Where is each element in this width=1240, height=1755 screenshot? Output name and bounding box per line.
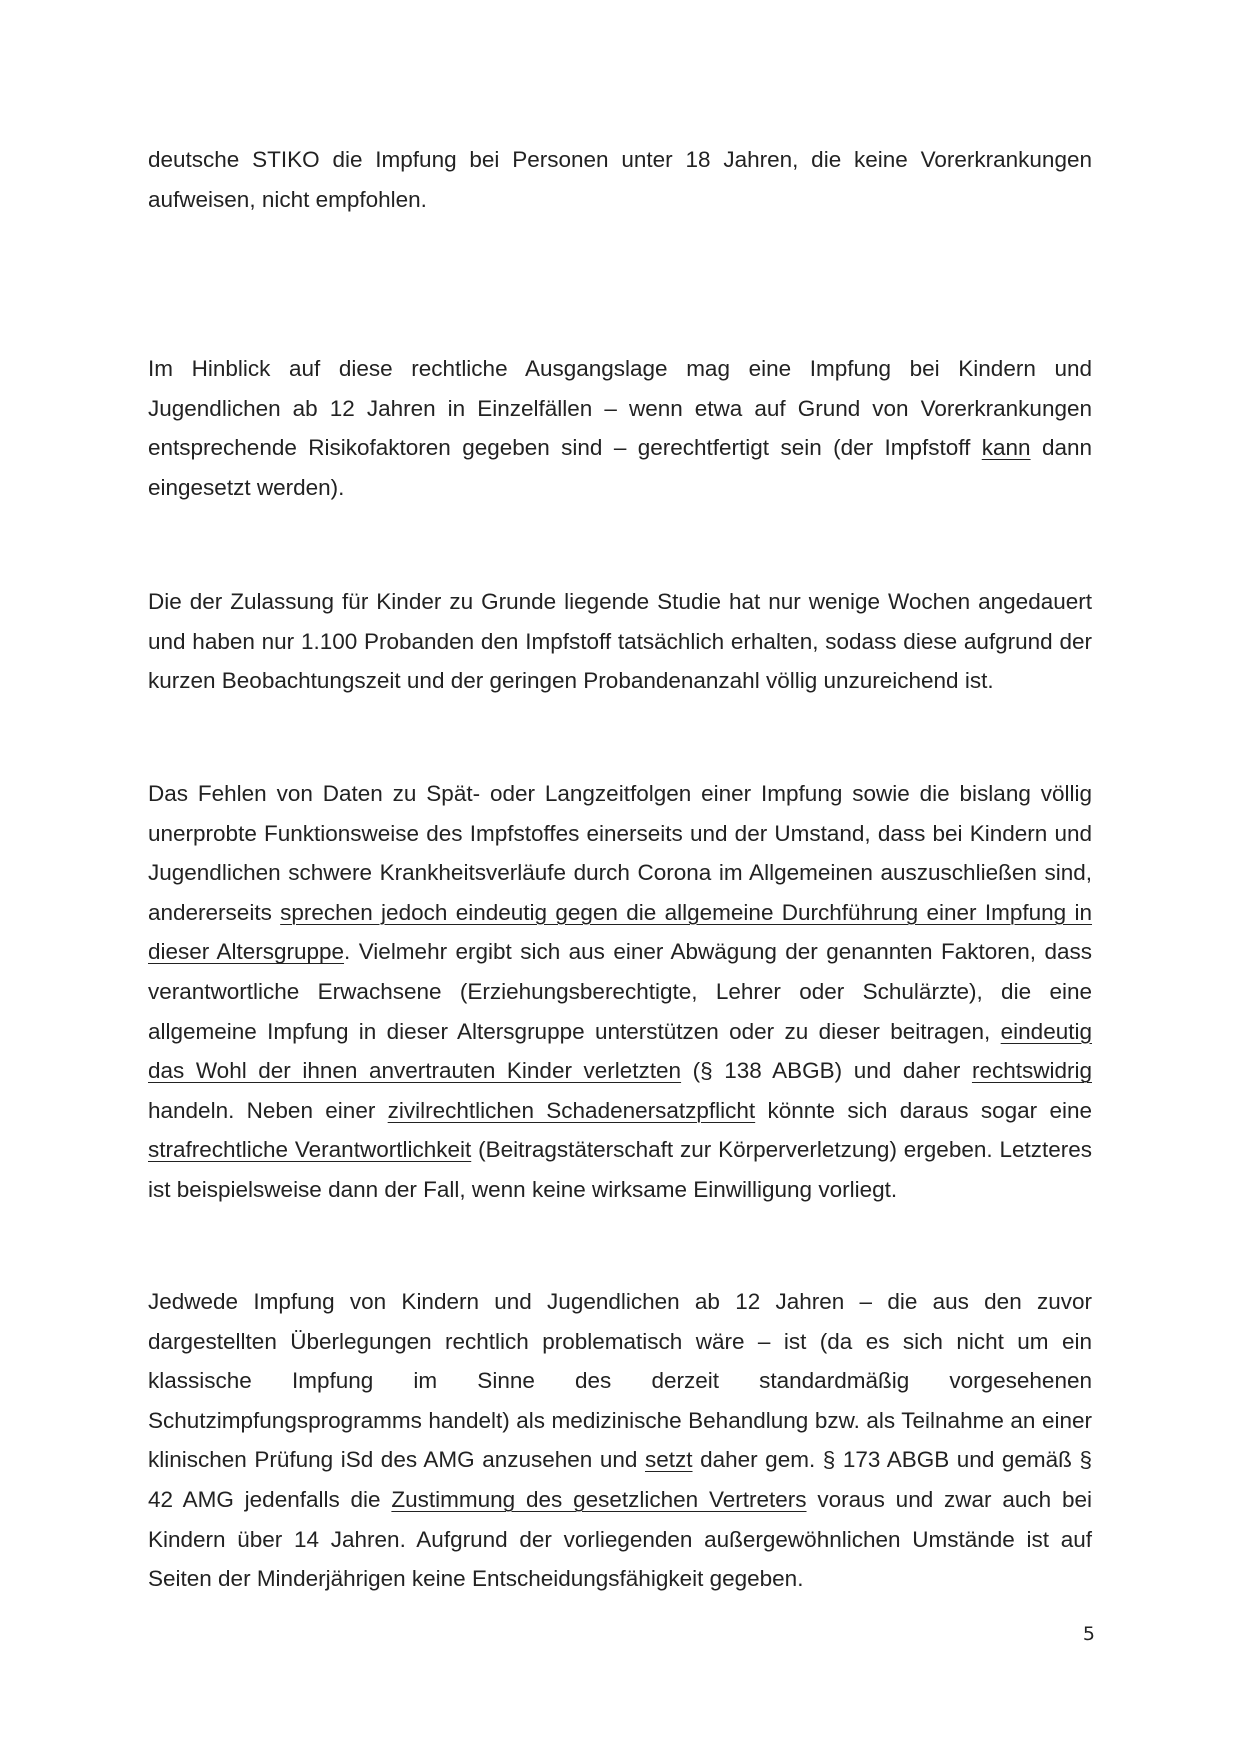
paragraph-text: handeln. Neben einer bbox=[148, 1097, 388, 1123]
underlined-text: setzt bbox=[644, 1447, 693, 1473]
paragraph-2 bbox=[148, 349, 1092, 507]
paragraph-text: voraus und zwar auch bei Kindern über 14 Jahren. Aufgrund der vorliegenden außergewöhnlichen Umstände ist auf Seiten der Minderjährigen keine Entscheidungsfähigkeit gegeben. bbox=[148, 1486, 1092, 1592]
underlined-text: rechtswidrig bbox=[971, 1058, 1092, 1084]
paragraph-text: deutsche STIKO die Impfung bei Personen unter 18 Jahren, die keine Vorerkrankungen aufweisen, nicht empfohlen. bbox=[148, 147, 1092, 212]
paragraph-text: (§ 138 ABGB) und daher bbox=[681, 1058, 972, 1084]
paragraph-text: Die der Zulassung für Kinder zu Grunde liegende Studie hat nur wenige Wochen angedauert und haben nur 1.100 Probanden den Impfstoff tatsächlich erhalten, sodass diese aufgrund der kurzen Beobachtungszeit und der geringen Probandenanzahl völlig unzureichend ist. bbox=[148, 589, 1092, 694]
paragraph-4 bbox=[148, 774, 1092, 1210]
paragraph-text: . Vielmehr ergibt sich aus einer Abwägung der genannten Faktoren, dass verantwortliche Erwachsene (Erziehungsberechtigte, Lehrer oder Schulärzte), die eine allgemeine Impfung in dieser Altersgruppe unterstützen oder zu dieser beitragen, bbox=[148, 939, 1092, 1044]
page-number: 5 bbox=[1082, 1623, 1095, 1645]
underlined-text: sprechen jedoch eindeutig gegen die allgemeine Durchführung einer Impfung in dieser Altersgruppe bbox=[148, 899, 1092, 965]
paragraph-text: (Beitragstäterschaft zur Körperverletzung) ergeben. Letzteres ist beispielsweise dann der Fall, wenn keine wirksame Einwilligung vorliegt. bbox=[148, 1137, 1092, 1202]
paragraph-text: daher gem. § 173 ABGB und gemäß § 42 AMG jedenfalls die bbox=[148, 1447, 1092, 1512]
paragraph-text: Jedwede Impfung von Kindern und Jugendlichen ab 12 Jahren – die aus den zuvor dargestellten Überlegungen rechtlich problematisch wäre – ist (da es sich nicht um ein klassische Impfung im Sinne des derzeit standardmäßig vorgesehenen Schutzimpfungsprogramms handelt) als medizinische Behandlung bzw. als Teilnahme an einer klinischen Prüfung iSd des AMG anzusehen und bbox=[148, 1289, 1092, 1473]
paragraph-text: Im Hinblick auf diese rechtliche Ausgangslage mag eine Impfung bei Kindern und Jugendlichen ab 12 Jahren in Einzelfällen – wenn etwa auf Grund von Vorerkrankungen entsprechende Risikofaktoren gegeben sind – gerechtfertigt sein (der Impfstoff bbox=[148, 356, 1092, 461]
underlined-text: eindeutig das Wohl der ihnen anvertrauten Kinder verletzten bbox=[148, 1018, 1092, 1084]
paragraph-1 bbox=[148, 140, 1092, 219]
underlined-text: strafrechtliche Verantwortlichkeit bbox=[148, 1137, 472, 1163]
paragraph-5 bbox=[148, 1282, 1092, 1599]
paragraph-text: könnte sich daraus sogar eine bbox=[755, 1097, 1092, 1123]
paragraph-text: Das Fehlen von Daten zu Spät- oder Langzeitfolgen einer Impfung sowie die bislang völlig unerprobte Funktionsweise des Impfstoffes einerseits und der Umstand, dass bei Kindern und Jugendlichen schwere Krankheitsverläufe durch Corona im Allgemeinen auszuschließen sind, andererseits bbox=[148, 781, 1092, 925]
underlined-text: Zustimmung des gesetzlichen Vertreters bbox=[391, 1486, 807, 1512]
paragraph-text: dann eingesetzt werden). bbox=[148, 435, 1093, 500]
paragraph-3 bbox=[148, 582, 1092, 701]
underlined-text: zivilrechtlichen Schadenersatzpflicht bbox=[387, 1097, 756, 1123]
underlined-text: kann bbox=[981, 435, 1031, 461]
